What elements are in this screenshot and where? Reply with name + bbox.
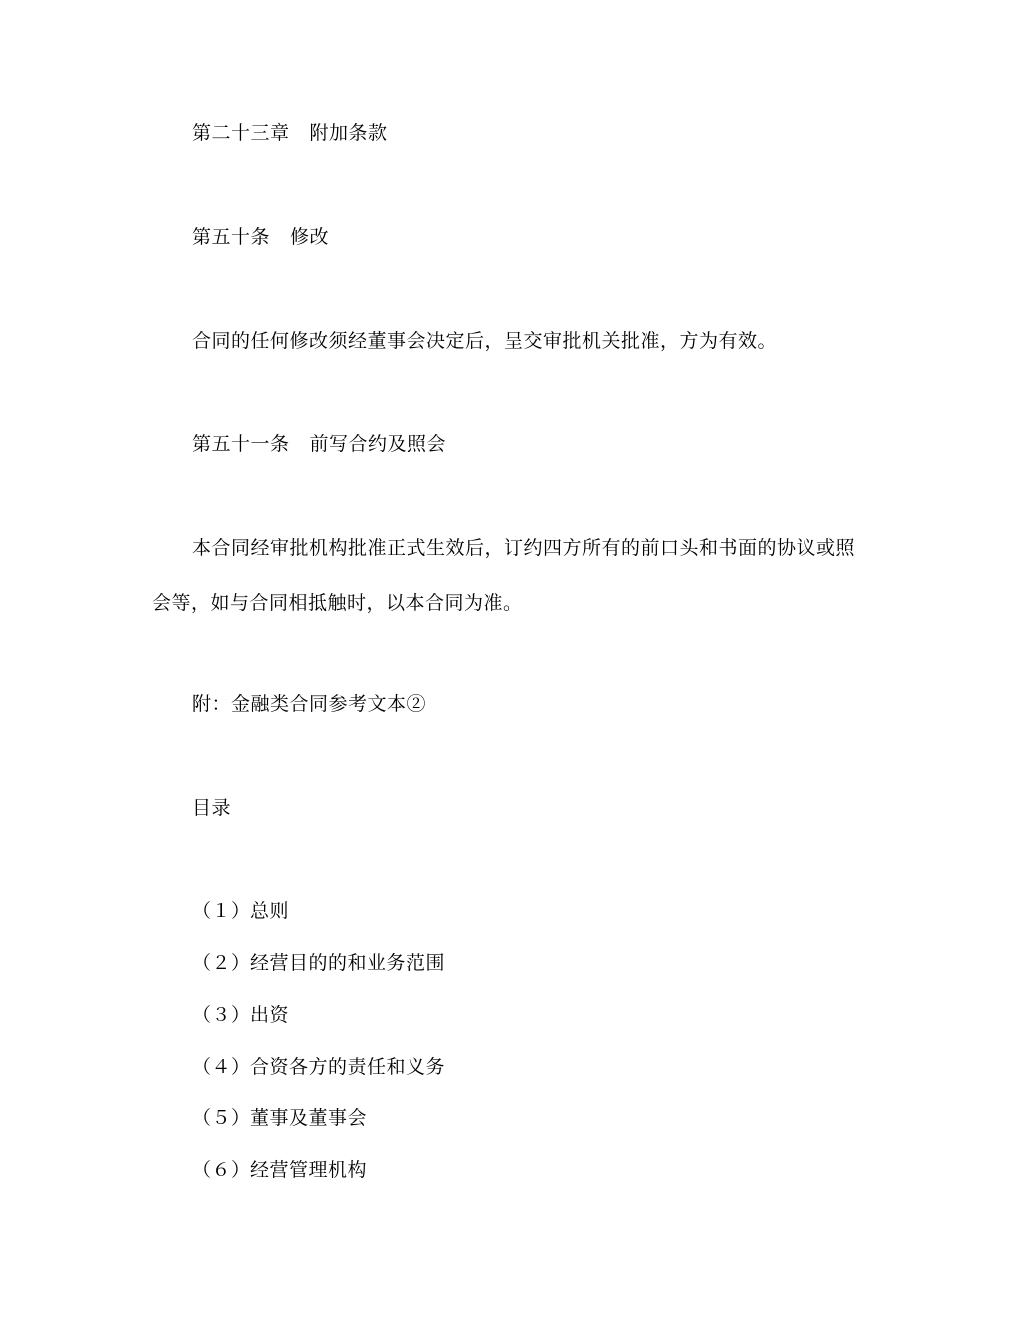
appendix-label: 附：金融类合同参考文本② [192,693,427,715]
toc-item-number: （４） [192,1056,251,1078]
toc-item-number: （５） [192,1107,251,1129]
toc-item-number: （２） [192,952,251,974]
article-50-number: 第五十条 [192,226,271,248]
article-50-body: 合同的任何修改须经董事会决定后，呈交审批机关批准，方为有效。 [192,330,778,352]
article-51-body-line-2: 会等，如与合同相抵触时，以本合同为准。 [152,592,523,614]
toc-item [192,954,445,973]
article-50-heading [192,228,329,247]
toc-heading: 目录 [192,797,232,819]
chapter-heading [192,124,388,143]
article-50-title: 修改 [290,226,330,248]
toc-item-number: （１） [192,900,251,922]
article-51-title: 前写合约及照会 [309,433,447,455]
toc-item [192,1058,445,1077]
toc-item [192,1109,367,1128]
toc-item [192,1006,289,1025]
chapter-number: 第二十三章 [192,122,290,144]
toc-item-number: （６） [192,1159,251,1181]
toc-item-label: 经营目的的和业务范围 [250,952,446,974]
toc-item-label: 董事及董事会 [250,1107,368,1129]
toc-item-label: 总则 [250,900,290,922]
article-51-body-line-1: 本合同经审批机构批准正式生效后，订约四方所有的前口头和书面的协议或照 [192,537,856,559]
toc-item-label: 合资各方的责任和义务 [250,1056,446,1078]
toc-item [192,1161,367,1180]
toc-item-label: 出资 [250,1004,290,1026]
toc-item-label: 经营管理机构 [250,1159,368,1181]
chapter-title: 附加条款 [309,122,388,144]
toc-item [192,902,289,921]
article-51-heading [192,435,446,454]
article-51-number: 第五十一条 [192,433,290,455]
toc-item-number: （３） [192,1004,251,1026]
